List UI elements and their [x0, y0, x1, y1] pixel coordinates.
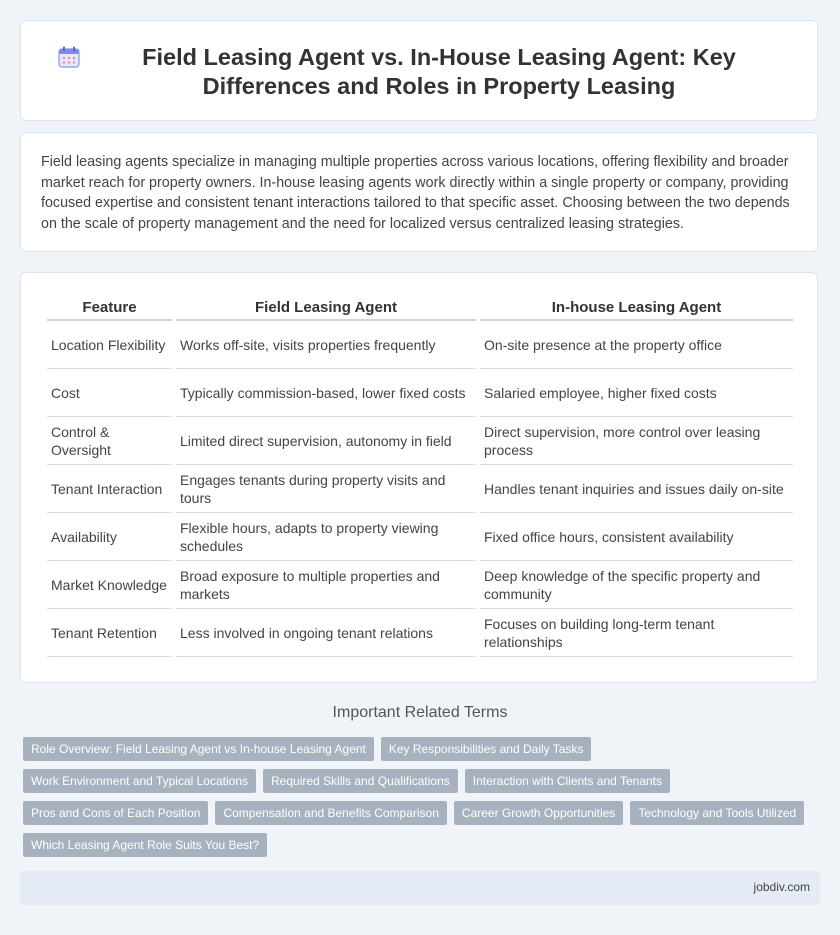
field-agent-cell: Works off-site, visits properties frequently [176, 321, 476, 369]
table-row [47, 417, 793, 465]
tag-row [23, 833, 823, 857]
feature-cell: Market Knowledge [47, 561, 172, 609]
inhouse-agent-cell: Deep knowledge of the specific property and community [480, 561, 793, 609]
field-agent-cell: Engages tenants during property visits and tours [176, 465, 476, 513]
header-card [20, 20, 818, 121]
table-row [47, 321, 793, 369]
header-inhouse-agent: In-house Leasing Agent [480, 295, 793, 321]
related-term-tag[interactable]: Role Overview: Field Leasing Agent vs In-house Leasing Agent [23, 737, 374, 761]
intro-text: Field leasing agents specialize in managing multiple properties across various locations, offering flexibility and broader market reach for property owners. In-house leasing agents work directly within a single property or company, providing focused expertise and consistent tenant interactions tailored to that specific asset. Choosing between the two depends on the scale of property management and the need for localized versus centralized leasing strategies. [41, 154, 790, 232]
related-term-tag[interactable]: Interaction with Clients and Tenants [465, 769, 670, 793]
inhouse-agent-cell: Salaried employee, higher fixed costs [480, 369, 793, 417]
tag-row [23, 769, 823, 793]
field-agent-cell: Limited direct supervision, autonomy in field [176, 417, 476, 465]
inhouse-agent-cell: Focuses on building long-term tenant relationships [480, 609, 793, 657]
header-feature: Feature [47, 295, 172, 321]
related-term-tag[interactable]: Compensation and Benefits Comparison [215, 801, 446, 825]
table-row [47, 561, 793, 609]
feature-cell: Location Flexibility [47, 321, 172, 369]
related-term-tag[interactable]: Required Skills and Qualifications [263, 769, 458, 793]
table-row [47, 609, 793, 657]
feature-cell: Tenant Interaction [47, 465, 172, 513]
tag-row [23, 737, 823, 761]
related-term-tag[interactable]: Technology and Tools Utilized [630, 801, 804, 825]
footer [20, 871, 820, 905]
table-header-row [47, 295, 793, 321]
feature-cell: Availability [47, 513, 172, 561]
inhouse-agent-cell: Direct supervision, more control over leasing process [480, 417, 793, 465]
field-agent-cell: Less involved in ongoing tenant relations [176, 609, 476, 657]
table-row [47, 513, 793, 561]
field-agent-cell: Flexible hours, adapts to property viewing schedules [176, 513, 476, 561]
inhouse-agent-cell: Fixed office hours, consistent availability [480, 513, 793, 561]
related-terms-list [23, 737, 823, 865]
related-terms-title: Important Related Terms [332, 704, 508, 721]
field-agent-cell: Typically commission-based, lower fixed costs [176, 369, 476, 417]
feature-cell: Tenant Retention [47, 609, 172, 657]
comparison-card [20, 272, 818, 683]
related-term-tag[interactable]: Pros and Cons of Each Position [23, 801, 208, 825]
inhouse-agent-cell: On-site presence at the property office [480, 321, 793, 369]
related-term-tag[interactable]: Key Responsibilities and Daily Tasks [381, 737, 592, 761]
table-row [47, 465, 793, 513]
header-field-agent: Field Leasing Agent [176, 295, 476, 321]
footer-site-link[interactable]: jobdiv.com [753, 880, 810, 894]
comparison-table [43, 295, 797, 657]
inhouse-agent-cell: Handles tenant inquiries and issues daily on-site [480, 465, 793, 513]
field-agent-cell: Broad exposure to multiple properties and markets [176, 561, 476, 609]
page-title: Field Leasing Agent vs. In-House Leasing Agent: Key Differences and Roles in Property Leasing [142, 44, 736, 99]
table-row [47, 369, 793, 417]
intro-card [20, 132, 818, 252]
related-term-tag[interactable]: Which Leasing Agent Role Suits You Best? [23, 833, 267, 857]
related-term-tag[interactable]: Career Growth Opportunities [454, 801, 623, 825]
related-term-tag[interactable]: Work Environment and Typical Locations [23, 769, 256, 793]
feature-cell: Cost [47, 369, 172, 417]
tag-row [23, 801, 823, 825]
feature-cell: Control & Oversight [47, 417, 172, 465]
